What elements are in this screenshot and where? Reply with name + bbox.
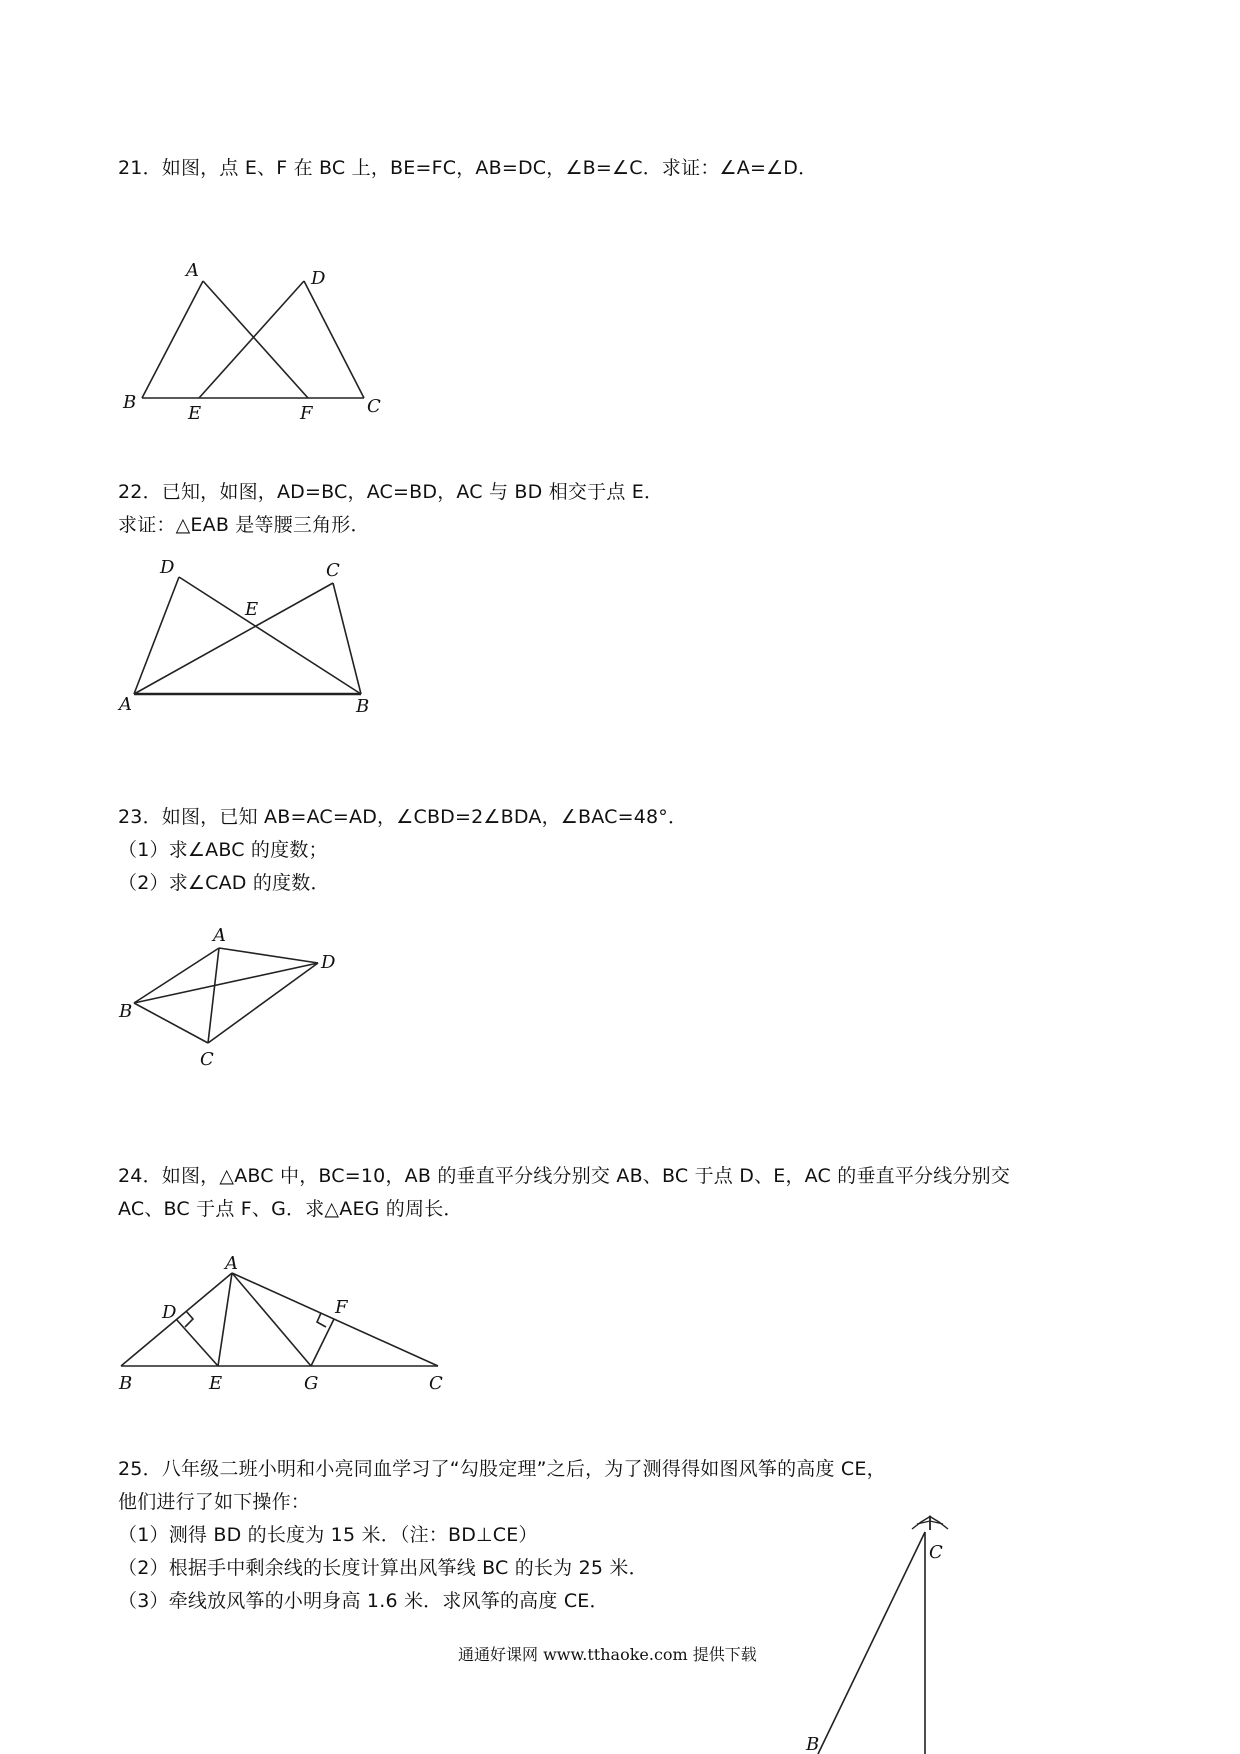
q22-line1: 22．已知，如图，AD=BC，AC=BD，AC 与 BD 相交于点 E． bbox=[118, 481, 664, 503]
q23-line3: （2）求∠CAD 的度数． bbox=[118, 872, 330, 894]
q25-label-c: C bbox=[929, 1542, 943, 1563]
q21-label-b: B bbox=[123, 392, 137, 413]
q22-label-b: B bbox=[356, 696, 370, 717]
q22-label-e: E bbox=[245, 599, 259, 620]
kite-icon bbox=[912, 1516, 948, 1530]
q24-label-a: A bbox=[225, 1253, 238, 1274]
q24-label-e: E bbox=[209, 1373, 223, 1394]
q25-segment-bc bbox=[818, 1532, 925, 1754]
q24-line1: 24．如图，△ABC 中，BC=10，AB 的垂直平分线分别交 AB、BC 于点 D、E，AC 的垂直平分线分别交 bbox=[118, 1165, 1011, 1187]
q25-line1: 25．八年级二班小明和小亮同血学习了“勾股定理”之后，为了测得得如图风筝的高度 CE， bbox=[118, 1458, 886, 1480]
q24-label-c: C bbox=[429, 1373, 443, 1394]
q21-label-e: E bbox=[188, 403, 202, 424]
q23-label-d: D bbox=[321, 952, 336, 973]
q22-label-a: A bbox=[119, 694, 132, 715]
q23-line2: （1）求∠ABC 的度数； bbox=[118, 839, 328, 861]
q25-line5: （3）牵线放风筝的小明身高 1.6 米．求风筝的高度 CE． bbox=[118, 1590, 609, 1612]
q22-label-c: C bbox=[326, 560, 340, 581]
q24-line2: AC、BC 于点 F、G．求△AEG 的周长． bbox=[118, 1198, 463, 1220]
q24-label-b: B bbox=[119, 1373, 133, 1394]
q22-label-d: D bbox=[160, 557, 175, 578]
q25-label-b: B bbox=[806, 1734, 820, 1754]
q23-label-b: B bbox=[119, 1001, 133, 1022]
q23-label-a: A bbox=[213, 925, 226, 946]
footer-watermark: 通通好课网 www.tthaoke.com 提供下载 bbox=[458, 1645, 757, 1664]
q21-text: 21．如图，点 E、F 在 BC 上，BE=FC，AB=DC，∠B=∠C．求证：∠A=∠D． bbox=[118, 157, 818, 179]
q25-line3: （1）测得 BD 的长度为 15 米．（注：BD⊥CE） bbox=[118, 1524, 538, 1546]
q25-line2: 他们进行了如下操作： bbox=[118, 1491, 311, 1513]
q24-label-d: D bbox=[162, 1302, 177, 1323]
q24-label-g: G bbox=[304, 1373, 319, 1394]
q21-label-f: F bbox=[300, 403, 313, 424]
q21-label-d: D bbox=[311, 268, 326, 289]
q21-label-c: C bbox=[367, 396, 381, 417]
q23-label-c: C bbox=[200, 1049, 214, 1070]
q24-label-f: F bbox=[335, 1297, 348, 1318]
q22-line2: 求证：△EAB 是等腰三角形． bbox=[118, 514, 370, 536]
q21-label-a: A bbox=[186, 260, 199, 281]
q23-line1: 23．如图，已知 AB=AC=AD，∠CBD=2∠BDA，∠BAC=48°． bbox=[118, 806, 688, 828]
q25-line4: （2）根据手中剩余线的长度计算出风筝线 BC 的长为 25 米． bbox=[118, 1557, 648, 1579]
